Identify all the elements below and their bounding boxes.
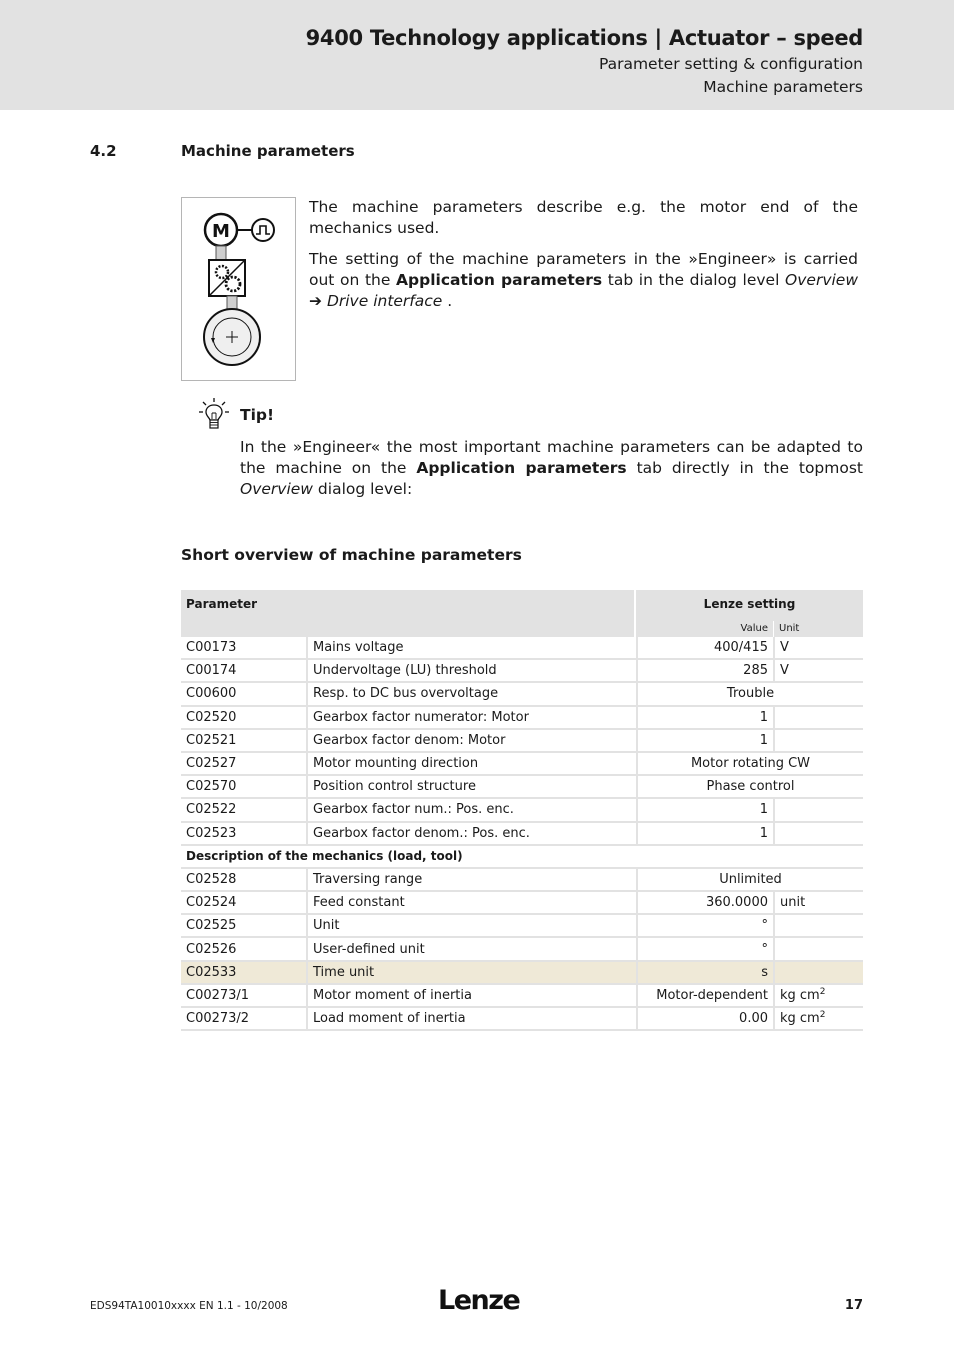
table-row	[181, 799, 863, 822]
table-row	[181, 637, 863, 660]
page-header	[0, 0, 954, 110]
column-header-unit: Unit	[773, 621, 863, 637]
parameter-description: Gearbox factor num.: Pos. enc.	[306, 799, 636, 822]
lenze-setting-unit	[773, 915, 863, 938]
parameter-code: C02522	[181, 799, 306, 822]
parameter-code: C02527	[181, 753, 306, 776]
parameter-description: Undervoltage (LU) threshold	[306, 660, 636, 683]
parameter-description: Gearbox factor numerator: Motor	[306, 707, 636, 730]
table-row	[181, 823, 863, 846]
lenze-setting-value: Unlimited	[636, 869, 863, 892]
svg-text:M: M	[212, 221, 230, 242]
section-title: Machine parameters	[181, 142, 355, 160]
parameter-description: Mains voltage	[306, 637, 636, 660]
lenze-setting-value: 360.0000	[636, 892, 773, 915]
parameter-description: Time unit	[306, 962, 636, 985]
parameter-code: C00273/2	[181, 1008, 306, 1031]
parameter-code: C02570	[181, 776, 306, 799]
lenze-setting-unit	[773, 799, 863, 822]
table-row	[181, 707, 863, 730]
parameter-description: Motor mounting direction	[306, 753, 636, 776]
tip-label: Tip!	[240, 406, 275, 424]
table-row	[181, 776, 863, 799]
lenze-setting-value: °	[636, 938, 773, 961]
parameter-code: C00173	[181, 637, 306, 660]
lenze-setting-unit: kg $cm^2$	[773, 1008, 863, 1031]
lenze-setting-value: 1	[636, 799, 773, 822]
intro-text	[309, 197, 858, 322]
lenze-setting-value: Phase control	[636, 776, 863, 799]
intro-paragraph-1: The machine parameters describe e.g. the motor end of the mechanics used.	[309, 198, 858, 237]
parameter-description: Traversing range	[306, 869, 636, 892]
lenze-setting-value: 1	[636, 707, 773, 730]
parameter-code: C02524	[181, 892, 306, 915]
table-row	[181, 1008, 863, 1031]
parameter-description: Load moment of inertia	[306, 1008, 636, 1031]
table-row	[181, 660, 863, 683]
column-header-parameter: Parameter	[181, 590, 636, 637]
lenze-logo: Lenze	[438, 1285, 520, 1316]
lenze-setting-value: 1	[636, 823, 773, 846]
table-row	[181, 892, 863, 915]
parameter-description: Resp. to DC bus overvoltage	[306, 683, 636, 706]
machine-diagram	[181, 197, 296, 381]
parameter-code: C00273/1	[181, 985, 306, 1008]
parameter-code: C02525	[181, 915, 306, 938]
table-row	[181, 753, 863, 776]
parameter-description: Motor moment of inertia	[306, 985, 636, 1008]
parameter-description: Unit	[306, 915, 636, 938]
parameter-description: Gearbox factor denom: Motor	[306, 730, 636, 753]
lenze-setting-unit	[773, 730, 863, 753]
parameter-code: C00174	[181, 660, 306, 683]
header-subtitle-section: Machine parameters	[703, 78, 863, 96]
table-row	[181, 869, 863, 892]
group-label: Description of the mechanics (load, tool)	[181, 846, 863, 869]
parameter-code: C00600	[181, 683, 306, 706]
parameter-description: Feed constant	[306, 892, 636, 915]
lenze-setting-value: Trouble	[636, 683, 863, 706]
lenze-setting-unit	[773, 823, 863, 846]
tip-text: In the »Engineer« the most important machine parameters can be adapted to the machine on the Application parameters tab directly in the topmost Overview dialog level:	[240, 438, 863, 498]
table-row	[181, 683, 863, 706]
lenze-setting-unit	[773, 962, 863, 985]
lenze-setting-unit: V	[773, 637, 863, 660]
table-row	[181, 962, 863, 985]
parameter-code: C02520	[181, 707, 306, 730]
lenze-setting-value: 0.00	[636, 1008, 773, 1031]
lenze-setting-unit: kg $cm^2$	[773, 985, 863, 1008]
lenze-setting-value: °	[636, 915, 773, 938]
parameter-code: C02526	[181, 938, 306, 961]
header-title: 9400 Technology applications | Actuator – speed	[305, 26, 863, 50]
section-number: 4.2	[90, 142, 117, 160]
table-heading: Short overview of machine parameters	[181, 546, 522, 564]
lenze-setting-unit	[773, 707, 863, 730]
lenze-setting-value: Motor rotating CW	[636, 753, 863, 776]
document-id: EDS94TA10010xxxx EN 1.1 - 10/2008	[90, 1300, 288, 1312]
parameter-description: Position control structure	[306, 776, 636, 799]
intro-paragraph-2: The setting of the machine parameters in the »Engineer» is carried out on the Application parameters tab in the dialog level Overview ➔ Drive interface .	[309, 250, 859, 310]
table-row	[181, 915, 863, 938]
page-number: 17	[844, 1298, 863, 1313]
lenze-setting-value: 400/415	[636, 637, 773, 660]
parameter-code: C02528	[181, 869, 306, 892]
arrow-icon: ➔	[309, 292, 322, 310]
parameter-code: C02523	[181, 823, 306, 846]
lightbulb-icon	[198, 397, 230, 435]
table-row	[181, 938, 863, 961]
table-row	[181, 730, 863, 753]
parameter-code: C02521	[181, 730, 306, 753]
motor-gearbox-load-icon	[182, 198, 295, 380]
parameter-description: User-defined unit	[306, 938, 636, 961]
lenze-setting-value: 1	[636, 730, 773, 753]
lenze-setting-value: Motor-dependent	[636, 985, 773, 1008]
lenze-setting-unit	[773, 938, 863, 961]
machine-parameters-table	[181, 590, 863, 1031]
table-row	[181, 985, 863, 1008]
lenze-setting-unit: V	[773, 660, 863, 683]
parameter-code: C02533	[181, 962, 306, 985]
lenze-setting-value: 285	[636, 660, 773, 683]
column-header-lenze-setting: Lenze setting	[636, 590, 863, 621]
column-header-value: Value	[636, 621, 773, 637]
header-subtitle-chapter: Parameter setting & configuration	[598, 55, 863, 73]
table-group-row	[181, 846, 863, 869]
parameter-description: Gearbox factor denom.: Pos. enc.	[306, 823, 636, 846]
lenze-setting-unit: unit	[773, 892, 863, 915]
lenze-setting-value: s	[636, 962, 773, 985]
